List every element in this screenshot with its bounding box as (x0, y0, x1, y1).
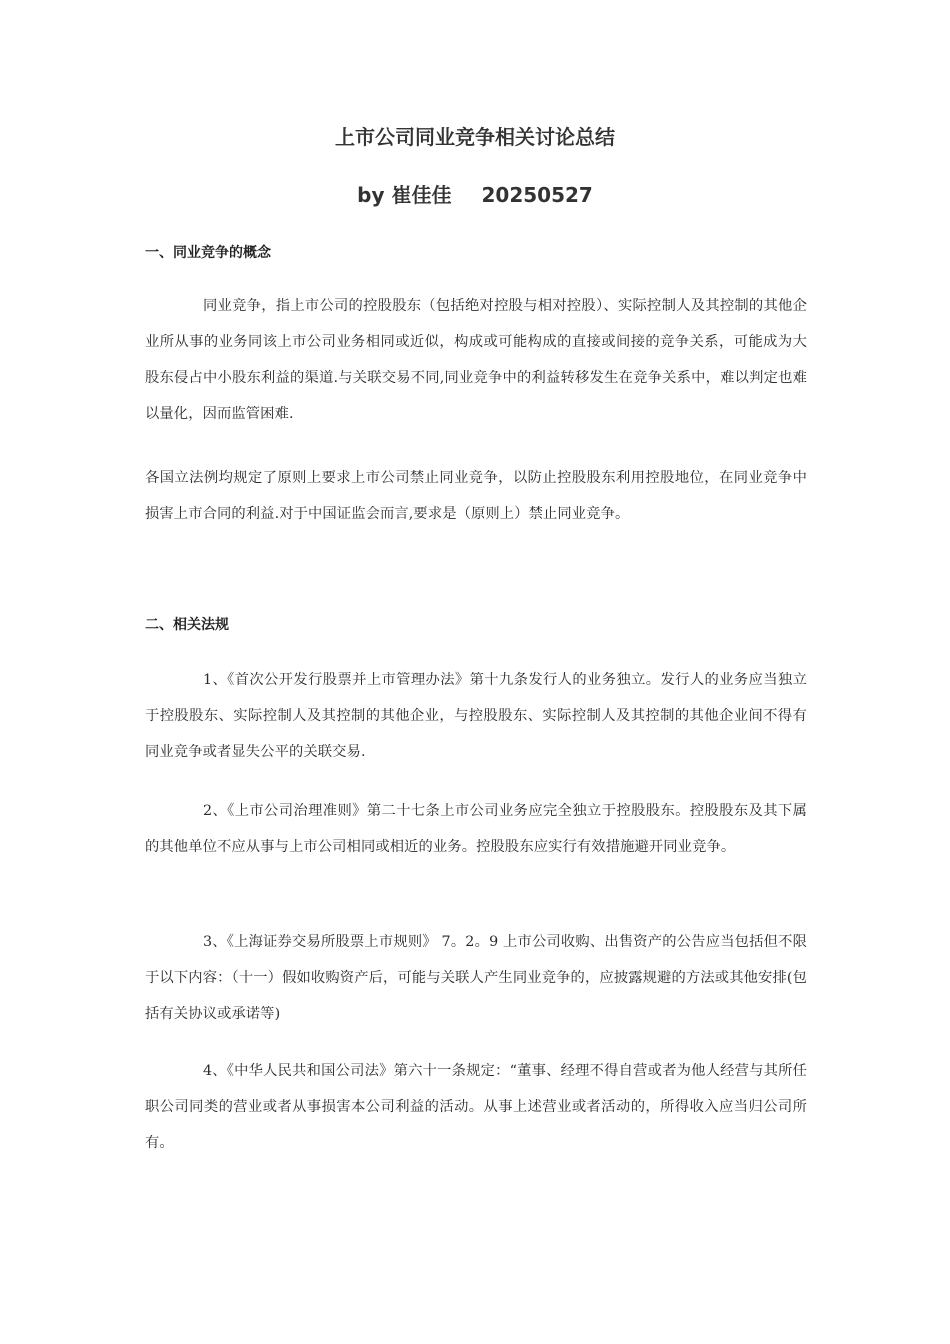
document-byline (0, 180, 950, 210)
section-heading-concept: 一、同业竞争的概念 (145, 245, 271, 261)
paragraph-definition: 同业竞争，指上市公司的控股股东（包括绝对控股与相对控股）、实际控制人及其控制的其他企业所从事的业务同该上市公司业务相同或近似，构成或可能构成的直接或间接的竞争关系，可能成为大股东侵占中小股东利益的渠道.与关联交易不同,同业竞争中的利益转移发生在竞争关系中，难以判定也难以量化，因而监管困难. (145, 298, 807, 422)
paragraph-legislation: 各国立法例均规定了原则上要求上市公司禁止同业竞争，以防止控股股东利用控股地位，在同业竞争中损害上市合同的利益.对于中国证监会而言,要求是（原则上）禁止同业竞争。 (145, 470, 807, 522)
regulation-item-2: 2、《上市公司治理准则》第二十七条上市公司业务应完全独立于控股股东。控股股东及其下属的其他单位不应从事与上市公司相同或相近的业务。控股股东应实行有效措施避开同业竞争。 (145, 803, 807, 855)
author-name: by 崔佳佳 (357, 183, 452, 207)
regulation-item-1: 1、《首次公开发行股票并上市管理办法》第十九条发行人的业务独立。发行人的业务应当独立于控股股东、实际控制人及其控制的其他企业，与控股股东、实际控制人及其控制的其他企业间不得有同业竞争或者显失公平的关联交易. (145, 672, 807, 760)
regulation-item-4: 4、《中华人民共和国公司法》第六十一条规定：“董事、经理不得自营或者为他人经营与其所任职公司同类的营业或者从事损害本公司利益的活动。从事上述营业或者活动的，所得收入应当归公司所有。 (145, 1063, 807, 1151)
section-heading-regulations: 二、相关法规 (145, 617, 229, 633)
document-date: 20250527 (481, 183, 593, 207)
regulation-item-3: 3、《上海证券交易所股票上市规则》 7。2。9 上市公司收购、出售资产的公告应当包括但不限于以下内容：（十一）假如收购资产后，可能与关联人产生同业竞争的，应披露规避的方法或其他安排(包括有关协议或承诺等) (145, 934, 807, 1022)
document-title: 上市公司同业竞争相关讨论总结 (335, 125, 615, 149)
